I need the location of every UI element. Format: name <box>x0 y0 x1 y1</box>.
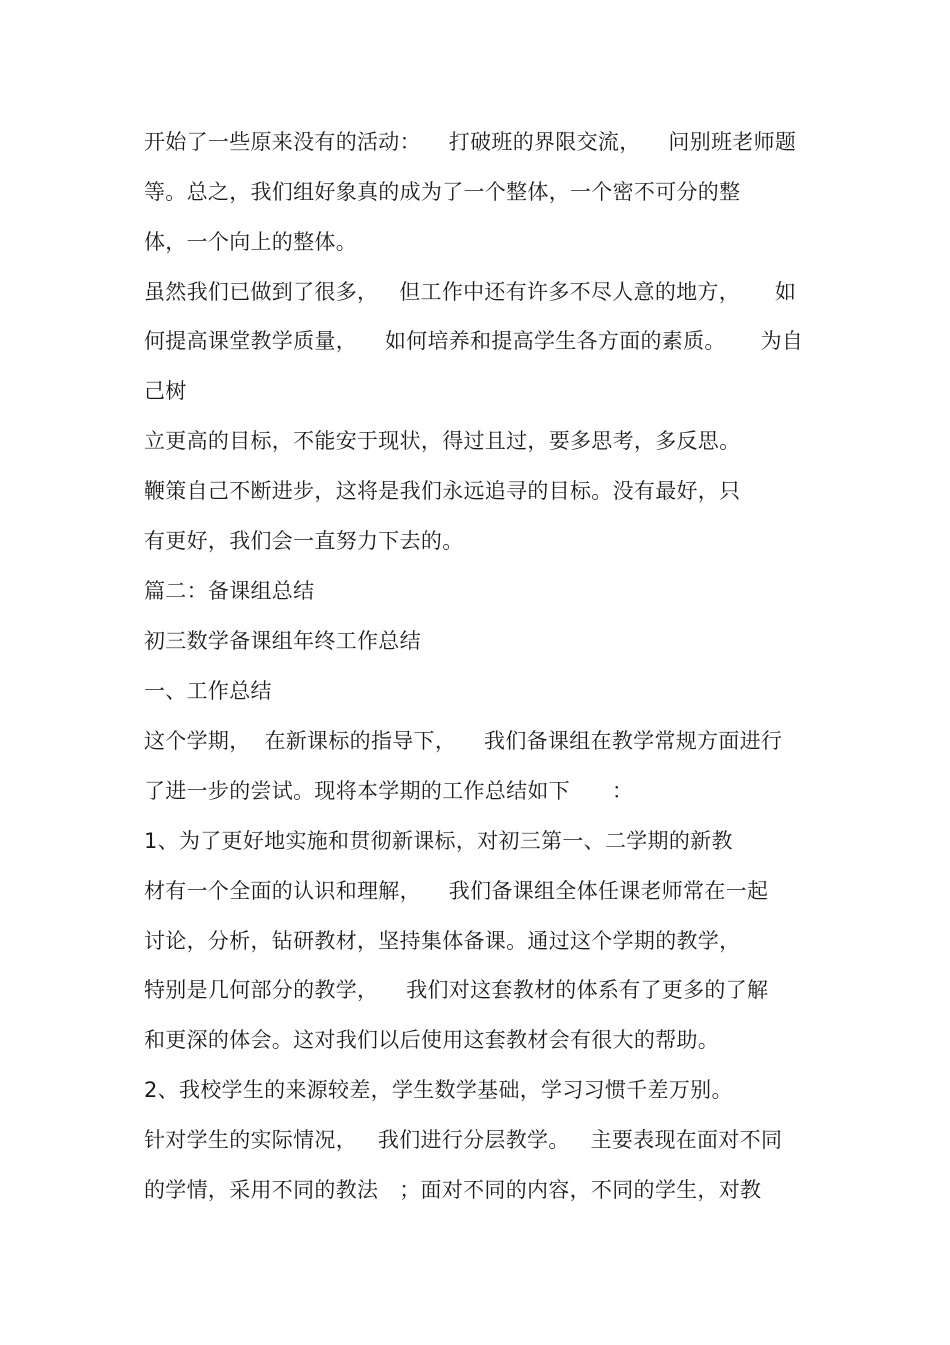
text-line: 了进一步的尝试。现将本学期的工作总结如下 ： <box>144 779 634 803</box>
section-heading: 篇二：备课组总结 <box>144 579 315 603</box>
text-line: 2、我校学生的来源较差，学生数学基础，学习习惯千差万别。 <box>144 1078 733 1102</box>
text-line: 针对学生的实际情况， 我们进行分层教学。 主要表现在面对不同 <box>144 1128 783 1152</box>
text-line: 和更深的体会。这对我们以后使用这套教材会有很大的帮助。 <box>144 1028 720 1052</box>
text-line: 己树 <box>144 379 187 403</box>
text-line: 这个学期， 在新课标的指导下， 我们备课组在教学常规方面进行 <box>144 729 783 753</box>
text-line: 体，一个向上的整体。 <box>144 230 357 254</box>
text-line: 有更好，我们会一直努力下去的。 <box>144 529 464 553</box>
text-line: 讨论，分析，钻研教材，坚持集体备课。通过这个学期的教学， <box>144 929 741 953</box>
text-line: 开始了一些原来没有的活动： 打破班的界限交流， 问别班老师题 <box>144 130 797 154</box>
text-line: 特别是几何部分的教学， 我们对这套教材的体系有了更多的了解 <box>144 978 769 1002</box>
text-line: 的学情，采用不同的教法 ；面对不同的内容，不同的学生，对教 <box>144 1178 762 1202</box>
text-line: 何提高课堂教学质量， 如何培养和提高学生各方面的素质。 为自 <box>144 329 804 353</box>
text-line: 立更高的目标，不能安于现状，得过且过，要多思考，多反思。 <box>144 429 741 453</box>
text-line: 等。总之，我们组好象真的成为了一个整体，一个密不可分的整 <box>144 180 741 204</box>
text-line: 1、为了更好地实施和贯彻新课标，对初三第一、二学期的新教 <box>144 829 733 853</box>
document-title: 初三数学备课组年终工作总结 <box>144 629 421 653</box>
text-line: 虽然我们已做到了很多， 但工作中还有许多不尽人意的地方， 如 <box>144 280 797 304</box>
subsection-heading: 一、工作总结 <box>144 679 272 703</box>
text-line: 材有一个全面的认识和理解， 我们备课组全体任课老师常在一起 <box>144 879 769 903</box>
text-line: 鞭策自己不断进步，这将是我们永远追寻的目标。没有最好，只 <box>144 479 741 503</box>
